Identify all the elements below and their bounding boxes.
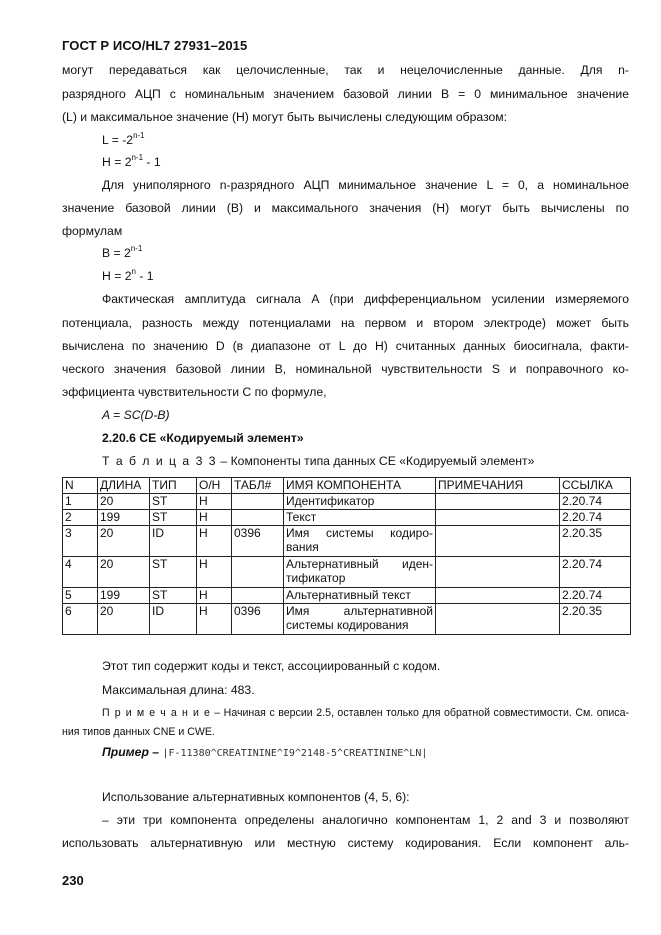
cell: [232, 494, 284, 510]
cell: [436, 526, 560, 557]
col-notes: ПРИМЕЧАНИЯ: [436, 478, 560, 494]
alt-components-heading: Использование альтернативных компонентов (4, 5, 6):: [102, 790, 410, 804]
col-length: ДЛИНА: [98, 478, 150, 494]
type-description: Этот тип содержит коды и текст, ассоциированный с кодом.: [102, 659, 441, 673]
cell: Имя системы кодиро-вания: [284, 526, 436, 557]
max-length: Максимальная длина: 483.: [102, 683, 255, 697]
cell: Имя альтернативной системы кодирования: [284, 604, 436, 635]
cell: 5: [63, 588, 98, 604]
cell: 20: [98, 604, 150, 635]
note-line1: П р и м е ч а н и е – Начиная с версии 2.5, оставлен только для обратной совместимости. См. описа-: [102, 707, 630, 719]
cell: ID: [150, 526, 197, 557]
para3-line1: Фактическая амплитуда сигнала A (при дифференциальном усилении измеряемого: [102, 292, 629, 306]
cell: 4: [63, 557, 98, 588]
cell: 2.20.74: [560, 494, 631, 510]
table-row: [63, 557, 631, 588]
table-header-row: [63, 478, 631, 494]
col-component-name: ИМЯ КОМПОНЕНТА: [284, 478, 436, 494]
para3-line2: потенциала, разность между потенциалами на первом и втором электроде) может быть: [62, 316, 629, 330]
cell: 0396: [232, 604, 284, 635]
para3-line5: эффициента чувствительности C по формуле,: [62, 385, 327, 399]
cell: ST: [150, 557, 197, 588]
formula-b: $B = 2^{n-1}$: [102, 244, 143, 260]
table-row: [63, 526, 631, 557]
cell: H: [197, 557, 232, 588]
para2-line2: значение базовой линии (B) и максимального значения (H) могут быть вычислены по: [62, 201, 629, 215]
cell: ST: [150, 510, 197, 526]
cell: [232, 557, 284, 588]
cell: Альтернативный текст: [284, 588, 436, 604]
cell: [436, 494, 560, 510]
cell: [436, 557, 560, 588]
cell: H: [197, 588, 232, 604]
cell: 3: [63, 526, 98, 557]
components-table: [62, 477, 631, 635]
cell: 2: [63, 510, 98, 526]
alt-line2: – эти три компонента определены аналогично компонентам 1, 2 and 3 и позволяют: [102, 813, 629, 827]
cell: 20: [98, 557, 150, 588]
cell: ID: [150, 604, 197, 635]
cell: Текст: [284, 510, 436, 526]
para1-line3: (L) и максимальное значение (H) могут быть вычислены следующим образом:: [62, 110, 508, 124]
formula-h: $H = 2^{n-1} - 1$: [102, 153, 161, 169]
para3-line3: вычислена по значению D (в диапазоне от L до H) считанных данных биосигнала, факти-: [62, 339, 629, 353]
cell: [232, 510, 284, 526]
formula-amplitude: A = SC(D-B): [102, 408, 170, 422]
cell: 1: [63, 494, 98, 510]
para2-line1: Для униполярного n-разрядного АЦП минимальное значение L = 0, а номинальное: [102, 178, 629, 192]
cell: 6: [63, 604, 98, 635]
document-header: ГОСТ Р ИСО/HL7 27931–2015: [62, 38, 248, 53]
cell: 199: [98, 588, 150, 604]
col-type: ТИП: [150, 478, 197, 494]
alt-line3: использовать альтернативную или местную систему кодирования. Если компонент аль-: [62, 836, 629, 850]
cell: [436, 588, 560, 604]
cell: Идентификатор: [284, 494, 436, 510]
para2-line3: формулам: [62, 224, 123, 238]
cell: H: [197, 604, 232, 635]
cell: Альтернативный иден-тификатор: [284, 557, 436, 588]
cell: 2.20.74: [560, 557, 631, 588]
cell: 2.20.74: [560, 588, 631, 604]
cell: 199: [98, 510, 150, 526]
page-number: 230: [62, 873, 84, 888]
cell: H: [197, 494, 232, 510]
cell: [232, 588, 284, 604]
cell: H: [197, 526, 232, 557]
formula-l: $L = -2^{n-1}$: [102, 131, 145, 147]
cell: ST: [150, 588, 197, 604]
section-heading: 2.20.6 CE «Кодируемый элемент»: [102, 431, 304, 445]
table-row: [63, 494, 631, 510]
cell: 2.20.35: [560, 604, 631, 635]
table-row: [63, 588, 631, 604]
note-line2: ния типов данных CNE и CWE.: [62, 726, 215, 738]
cell: 0396: [232, 526, 284, 557]
para1-line1: могут передаваться как целочисленные, так и нецелочисленные данные. Для n-: [62, 63, 629, 77]
formula-h2: $H = 2^n - 1$: [102, 267, 154, 283]
cell: 20: [98, 526, 150, 557]
col-opt: О/Н: [197, 478, 232, 494]
col-ref: ССЫЛКА: [560, 478, 631, 494]
para3-line4: ческого значения базовой линии B, номинальной чувствительности S и поправочного ко-: [62, 362, 629, 376]
cell: [436, 510, 560, 526]
para1-line2: разрядного АЦП с номинальным значением базовой линии B = 0 минимальное значение: [62, 87, 629, 101]
cell: H: [197, 510, 232, 526]
cell: [436, 604, 560, 635]
col-n: N: [63, 478, 98, 494]
table-caption: Т а б л и ц а 3 3 – Компоненты типа данных CE «Кодируемый элемент»: [102, 454, 535, 468]
cell: 2.20.35: [560, 526, 631, 557]
cell: ST: [150, 494, 197, 510]
table-row: [63, 604, 631, 635]
cell: 2.20.74: [560, 510, 631, 526]
table-row: [63, 510, 631, 526]
cell: 20: [98, 494, 150, 510]
example: Пример – |F-11380^CREATININE^I9^2148-5^CREATININE^LN|: [102, 745, 428, 759]
col-table: ТАБЛ#: [232, 478, 284, 494]
